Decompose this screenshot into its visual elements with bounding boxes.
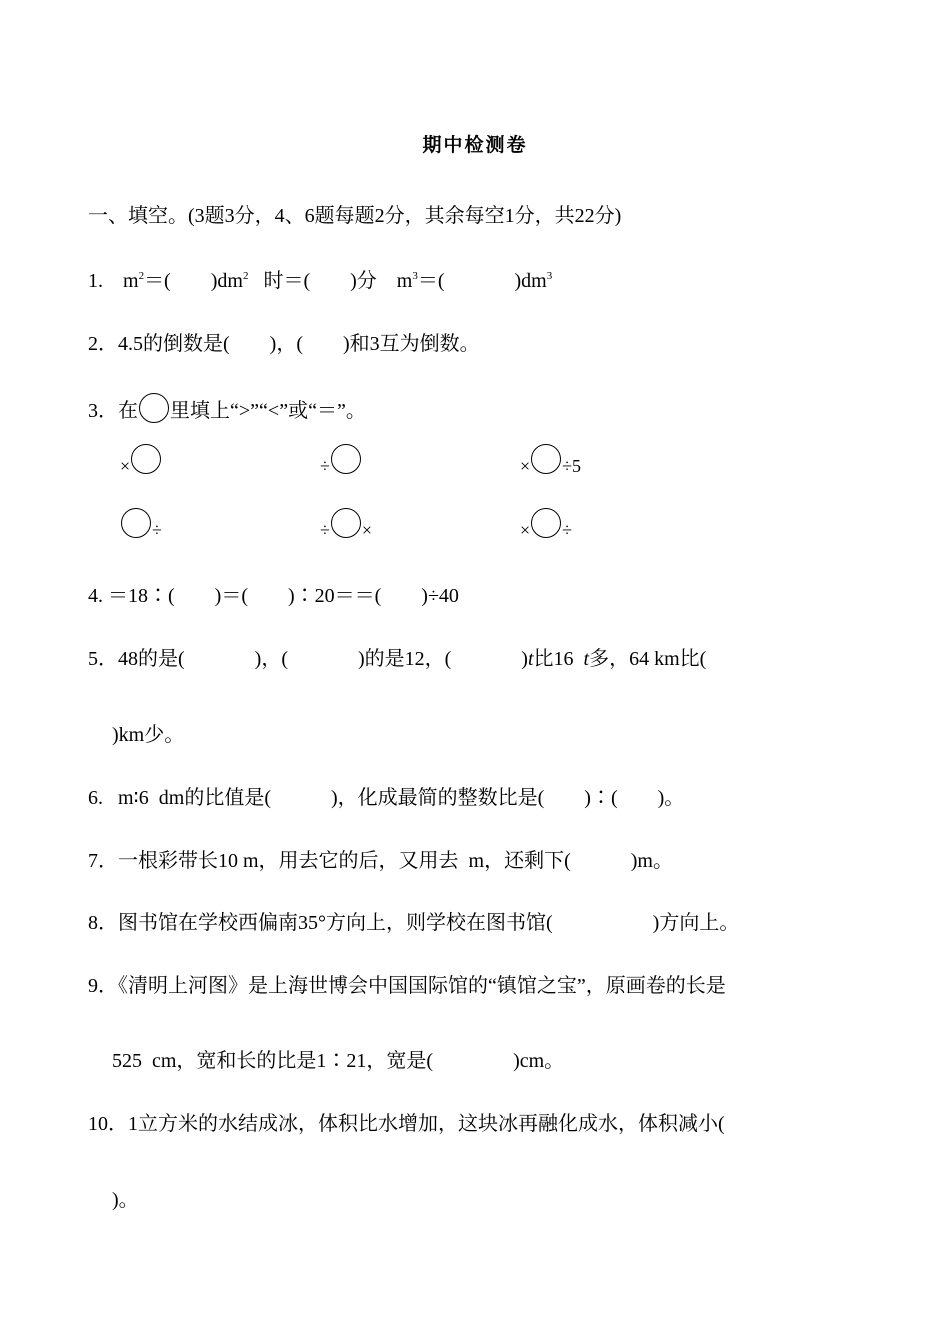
question-9: 9．《清明上河图》是上海世博会中国国际馆的“镇馆之宝”，原画卷的长是 xyxy=(88,975,726,997)
question-8: 8．图书馆在学校西偏南35°方向上，则学校在图书馆( )方向上。 xyxy=(88,912,740,934)
answer-circle-icon[interactable] xyxy=(131,444,161,474)
answer-circle-icon[interactable] xyxy=(531,444,561,474)
page-title: 期中检测卷 xyxy=(422,135,528,156)
answer-circle-icon[interactable] xyxy=(121,508,151,538)
q1-number: 1. xyxy=(88,270,103,292)
question-3: 3．在 里填上“>”“<”或“＝”。 xyxy=(88,393,366,424)
answer-circle-icon[interactable] xyxy=(331,508,361,538)
question-6: 6. m∶6 dm的比值是( )，化成最简的整数比是( )∶( )。 xyxy=(88,787,685,809)
question-5: 5．48的是( )，( )的是12，( )t比16 t多，64 km比( xyxy=(88,648,707,670)
question-9-continued: 525 cm，宽和长的比是1∶21，宽是( )cm。 xyxy=(112,1050,565,1072)
compare-item-6: × ÷ xyxy=(520,508,572,541)
question-7: 7．一根彩带长10 m，用去它的后，又用去 m，还剩下( )m。 xyxy=(88,850,673,872)
question-2: 2．4.5的倒数是( )，( )和3互为倒数。 xyxy=(88,333,480,355)
question-1: 1. $m^2=$( )$dm^2$ 时＝( )分 $m^3=$( )$dm^3$ xyxy=(88,270,553,292)
compare-item-5: ÷ × xyxy=(320,508,372,541)
question-10-continued: )。 xyxy=(112,1189,139,1211)
compare-item-2: ÷ xyxy=(320,444,362,477)
compare-item-1: × xyxy=(120,444,162,477)
answer-circle-icon[interactable] xyxy=(531,508,561,538)
compare-item-3: × ÷5 xyxy=(520,444,581,477)
question-4: 4. ＝18∶( )＝( )∶20＝＝( )÷40 xyxy=(88,585,459,607)
compare-circle-icon xyxy=(139,393,169,423)
section-heading: 一、填空。(3题3分，4、6题每题2分，其余每空1分，共22分) xyxy=(88,205,622,227)
question-5-continued: )km少。 xyxy=(112,724,185,746)
compare-item-4: ÷ xyxy=(120,508,162,541)
answer-circle-icon[interactable] xyxy=(331,444,361,474)
question-10: 10．1立方米的水结成冰，体积比水增加，这块冰再融化成水，体积减小( xyxy=(88,1113,725,1135)
